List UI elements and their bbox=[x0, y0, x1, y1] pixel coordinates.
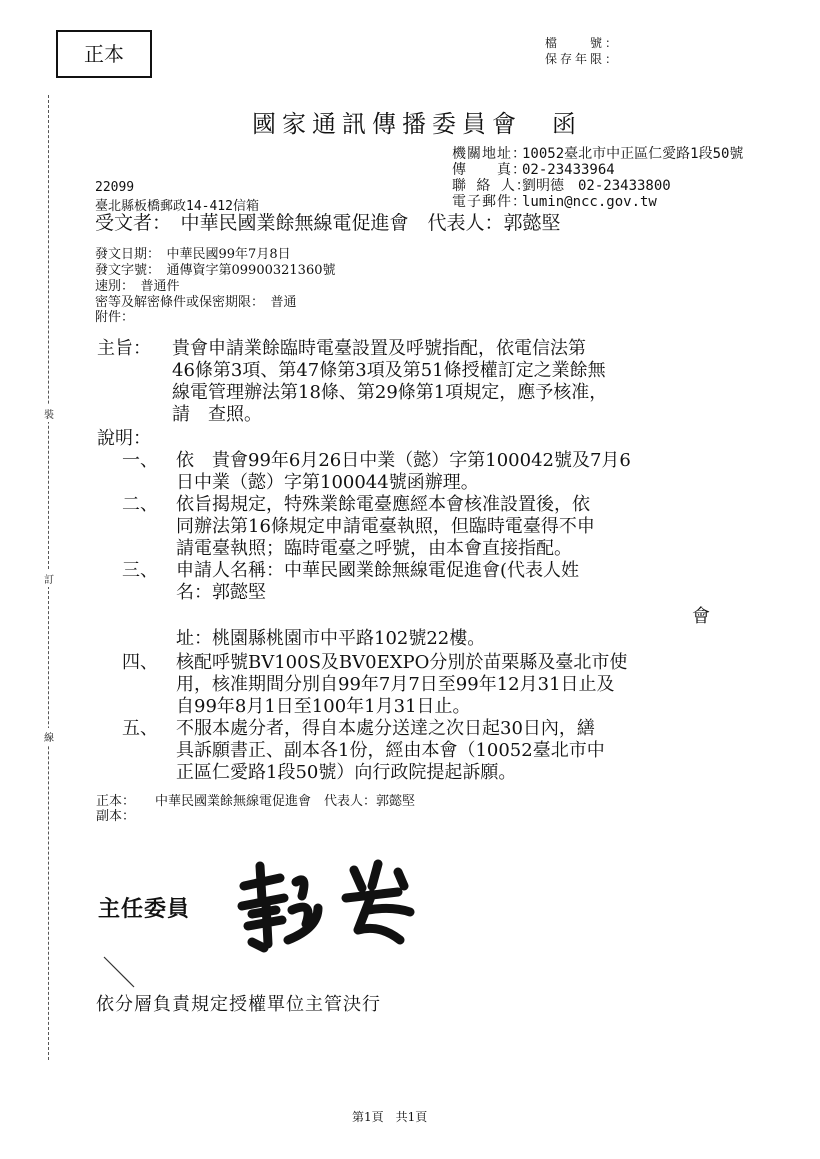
attachment: 附件： bbox=[95, 310, 135, 325]
item-5-line-3: 正區仁愛路1段50號）向行政院提起訴願。 bbox=[176, 762, 517, 783]
postal-code: 22099 bbox=[95, 180, 135, 195]
item-1-number: 一、 bbox=[122, 450, 158, 471]
page-number: 第1頁 共1頁 bbox=[352, 1110, 428, 1124]
archive-file-number: 檔 號： bbox=[545, 36, 621, 50]
document-title: 國家通訊傳播委員會 函 bbox=[252, 110, 582, 138]
original-recipient-label: 正本： bbox=[96, 794, 136, 809]
fax-label: 傳 真： bbox=[452, 162, 527, 178]
authorization-note: 依分層負責規定授權單位主管決行 bbox=[96, 994, 381, 1015]
item-1-line-1: 依 貴會99年6月26日中業（懿）字第100042號及7月6 bbox=[176, 450, 631, 471]
item-3-line-2: 名：郭懿堅 bbox=[176, 582, 266, 603]
handwritten-signature bbox=[222, 848, 452, 958]
margin-mark-staple: 訂 bbox=[44, 570, 54, 587]
address-label: 機關地址： bbox=[452, 146, 527, 162]
item-3-line-1: 申請人名稱：中華民國業餘無線電促進會(代表人姓 bbox=[176, 560, 580, 581]
item-1-line-2: 日中業（懿）字第100044號函辦理。 bbox=[176, 472, 479, 493]
item-2-line-1: 依旨揭規定，特殊業餘電臺應經本會核准設置後，依 bbox=[176, 494, 590, 515]
subject-line-2: 46條第3項、第47條第3項及第51條授權訂定之業餘無 bbox=[172, 360, 606, 381]
subject-line-3: 線電管理辦法第18條、第29條第1項規定，應予核准， bbox=[172, 382, 608, 403]
copy-recipient-label: 副本： bbox=[96, 809, 136, 824]
item-3-number: 三、 bbox=[122, 560, 158, 581]
signatory-role: 主任委員 bbox=[98, 897, 191, 922]
item-5-line-1: 不服本處分者，得自本處分送達之次日起30日內，繕 bbox=[176, 718, 595, 739]
item-2-number: 二、 bbox=[122, 494, 158, 515]
person-label: 聯 絡 人： bbox=[452, 178, 531, 194]
delivery-speed: 速別： 普通件 bbox=[95, 279, 180, 294]
issue-date: 發文日期： 中華民國99年7月8日 bbox=[95, 247, 291, 262]
signature-stroke-mark bbox=[100, 955, 140, 991]
item-5-line-2: 具訴願書正、副本各1份，經由本會（10052臺北市中 bbox=[176, 740, 605, 761]
email-value: lumin@ncc.gov.tw bbox=[522, 194, 657, 210]
stray-character: 會 bbox=[692, 606, 710, 627]
contact-person bbox=[452, 178, 671, 194]
original-copy-stamp: 正本 bbox=[56, 30, 152, 78]
subject-label: 主旨： bbox=[97, 338, 151, 359]
item-3-address: 址：桃園縣桃園市中平路102號22樓。 bbox=[176, 628, 486, 649]
item-4-line-2: 用，核准期間分別自99年7月7日至99年12月31日止及 bbox=[176, 674, 615, 695]
recipient: 受文者： 中華民國業餘無線電促進會 代表人：郭懿堅 bbox=[95, 212, 561, 234]
subject-line-1: 貴會申請業餘臨時電臺設置及呼號指配，依電信法第 bbox=[172, 338, 586, 359]
mailbox-address: 臺北縣板橋郵政14-412信箱 bbox=[95, 199, 259, 214]
item-2-line-3: 請電臺執照；臨時電臺之呼號，由本會直接指配。 bbox=[176, 538, 572, 559]
item-5-number: 五、 bbox=[122, 718, 158, 739]
subject-line-4: 請 查照。 bbox=[172, 404, 262, 425]
margin-mark-bind: 裝 bbox=[44, 405, 54, 422]
contact-fax bbox=[452, 162, 615, 178]
address-value: 10052臺北市中正區仁愛路1段50號 bbox=[522, 146, 744, 162]
item-2-line-2: 同辦法第16條規定申請電臺執照，但臨時電臺得不申 bbox=[176, 516, 595, 537]
contact-address bbox=[452, 146, 743, 162]
item-4-number: 四、 bbox=[122, 652, 158, 673]
item-4-line-3: 自99年8月1日至100年1月31日止。 bbox=[176, 696, 471, 717]
document-number: 發文字號： 通傳資字第09900321360號 bbox=[95, 263, 336, 278]
person-value: 劉明德 02-23433800 bbox=[522, 178, 671, 194]
fax-value: 02-23433964 bbox=[522, 162, 615, 178]
archive-retention: 保存年限： bbox=[545, 52, 621, 66]
explanation-label: 說明： bbox=[97, 428, 151, 449]
email-label: 電子郵件： bbox=[452, 194, 527, 210]
original-recipient: 中華民國業餘無線電促進會 代表人：郭懿堅 bbox=[155, 794, 416, 809]
margin-mark-line: 線 bbox=[44, 728, 54, 745]
secrecy-level: 密等及解密條件或保密期限： 普通 bbox=[95, 295, 297, 310]
item-4-line-1: 核配呼號BV100S及BV0EXPO分別於苗栗縣及臺北市使 bbox=[176, 652, 628, 673]
